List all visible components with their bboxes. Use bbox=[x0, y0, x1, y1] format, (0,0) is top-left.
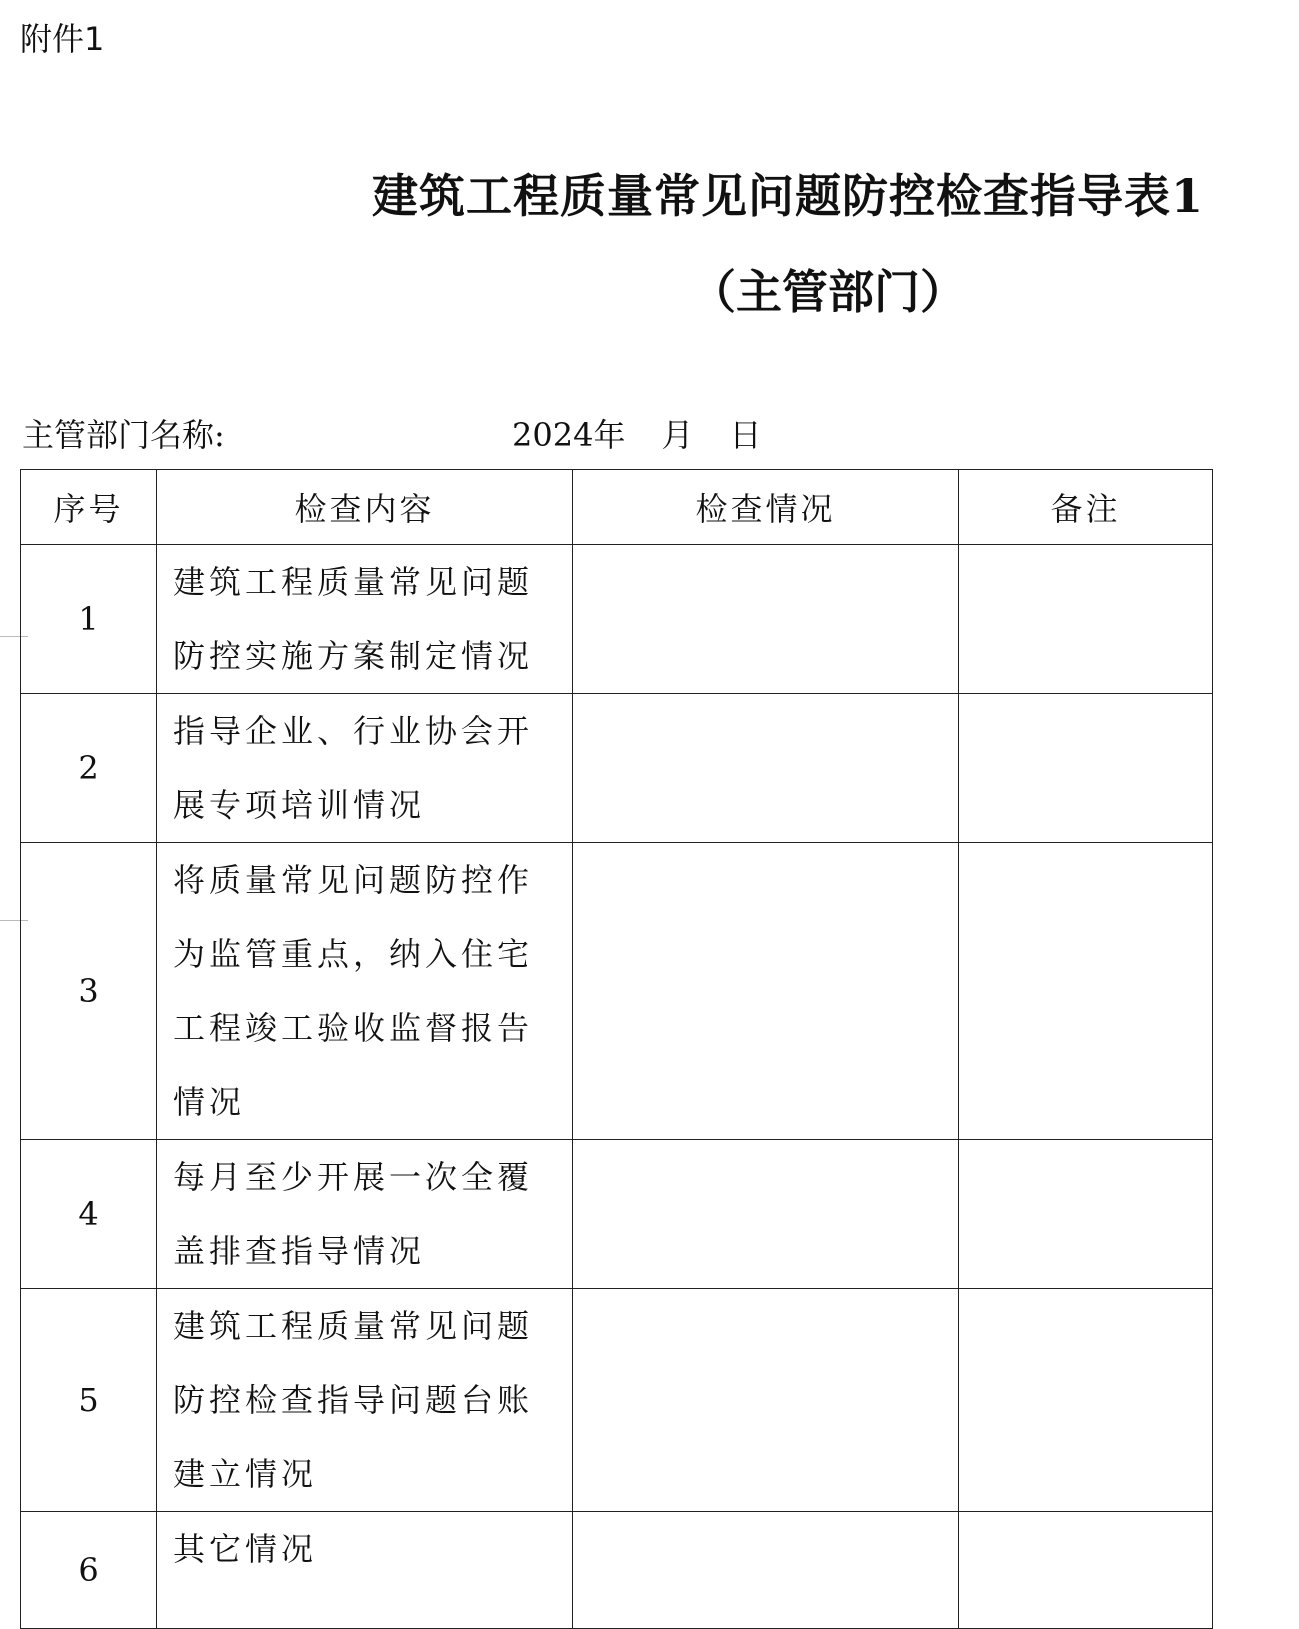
date-year: 2024年 bbox=[512, 416, 626, 454]
row-number: 2 bbox=[21, 694, 157, 843]
page-title: 建筑工程质量常见问题防控检查指导表1 bbox=[372, 169, 1205, 223]
table-row bbox=[21, 1512, 1213, 1629]
table-row bbox=[21, 545, 1213, 694]
inspection-table bbox=[20, 469, 1213, 1629]
row-status-cell[interactable] bbox=[573, 1512, 959, 1629]
row-number: 1 bbox=[21, 545, 157, 694]
row-status-cell[interactable] bbox=[573, 1140, 959, 1289]
header-no: 序号 bbox=[21, 470, 157, 545]
header-note: 备注 bbox=[959, 470, 1213, 545]
row-status-cell[interactable] bbox=[573, 1289, 959, 1512]
row-content: 建筑工程质量常见问题防控实施方案制定情况 bbox=[157, 545, 573, 694]
date-month: 月 bbox=[661, 416, 694, 454]
date-line bbox=[512, 410, 797, 456]
row-number: 5 bbox=[21, 1289, 157, 1512]
row-content: 每月至少开展一次全覆盖排查指导情况 bbox=[157, 1140, 573, 1289]
table-row bbox=[21, 1289, 1213, 1512]
row-note-cell[interactable] bbox=[959, 1140, 1213, 1289]
table-header-row bbox=[21, 470, 1213, 545]
row-content: 将质量常见问题防控作为监管重点，纳入住宅工程竣工验收监督报告情况 bbox=[157, 843, 573, 1140]
row-status-cell[interactable] bbox=[573, 843, 959, 1140]
row-note-cell[interactable] bbox=[959, 545, 1213, 694]
header-content: 检查内容 bbox=[157, 470, 573, 545]
row-note-cell[interactable] bbox=[959, 843, 1213, 1140]
row-note-cell[interactable] bbox=[959, 1289, 1213, 1512]
row-number: 6 bbox=[21, 1512, 157, 1629]
row-note-cell[interactable] bbox=[959, 694, 1213, 843]
row-status-cell[interactable] bbox=[573, 545, 959, 694]
date-day: 日 bbox=[729, 416, 762, 454]
row-content: 指导企业、行业协会开展专项培训情况 bbox=[157, 694, 573, 843]
attachment-label: 附件1 bbox=[20, 20, 105, 58]
row-note-cell[interactable] bbox=[959, 1512, 1213, 1629]
row-number: 4 bbox=[21, 1140, 157, 1289]
table-row bbox=[21, 694, 1213, 843]
department-name-label: 主管部门名称: bbox=[22, 416, 225, 454]
row-content: 其它情况 bbox=[157, 1512, 573, 1629]
table-row bbox=[21, 1140, 1213, 1289]
table-row bbox=[21, 843, 1213, 1140]
page-subtitle: （主管部门） bbox=[690, 265, 966, 319]
header-status: 检查情况 bbox=[573, 470, 959, 545]
row-number: 3 bbox=[21, 843, 157, 1140]
row-content: 建筑工程质量常见问题防控检查指导问题台账建立情况 bbox=[157, 1289, 573, 1512]
row-status-cell[interactable] bbox=[573, 694, 959, 843]
